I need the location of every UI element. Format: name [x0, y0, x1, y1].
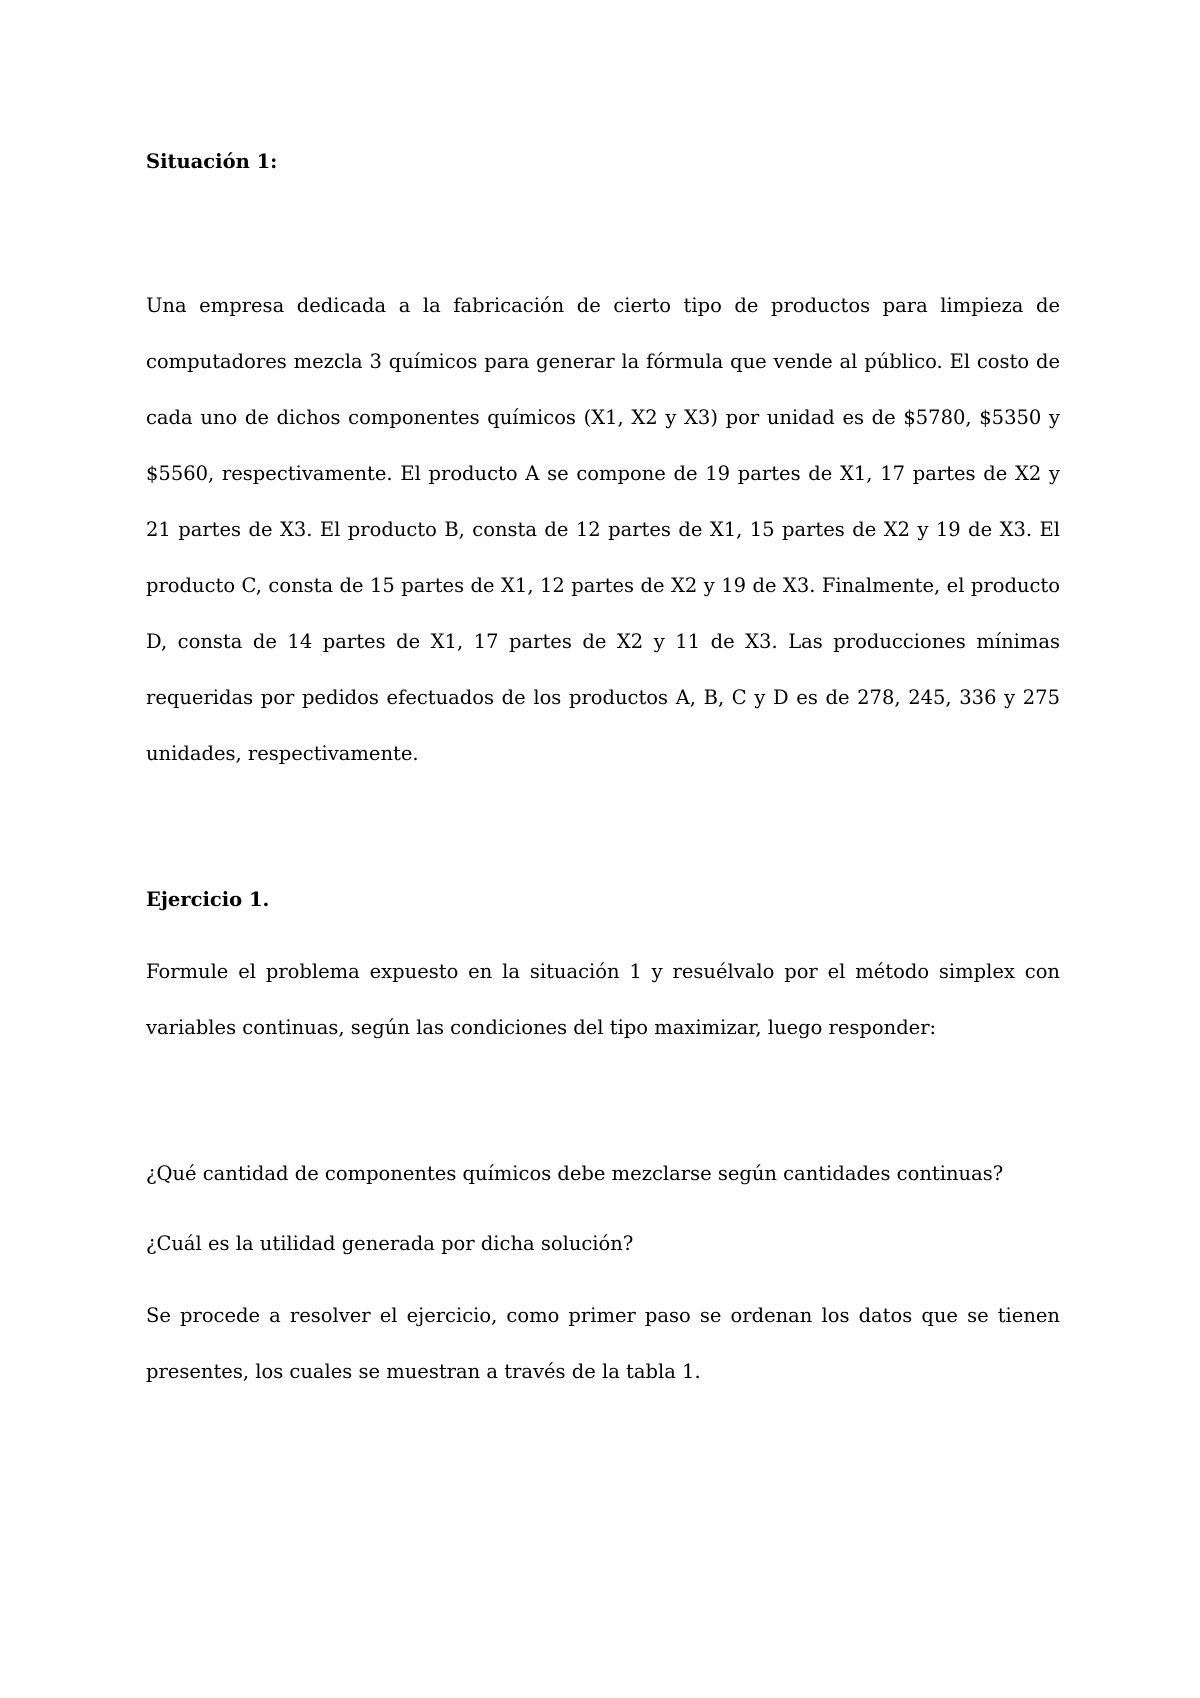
exercise-paragraph: Formule el problema expuesto en la situación 1 y resuélvalo por el método simplex con variables continuas, según las condiciones del tipo maximizar, luego responder:: [146, 960, 1060, 1039]
question-quantity: ¿Qué cantidad de componentes químicos debe mezclarse según cantidades continuas?: [146, 1162, 1004, 1185]
exercise-heading: Ejercicio 1.: [146, 888, 270, 911]
situation-heading: Situación 1:: [146, 150, 278, 173]
procedure-paragraph: Se procede a resolver el ejercicio, como primer paso se ordenan los datos que se tienen presentes, los cuales se muestran a través de la tabla 1.: [146, 1304, 1060, 1383]
situation-paragraph: Una empresa dedicada a la fabricación de cierto tipo de productos para limpieza de computadores mezcla 3 químicos para generar la fórmula que vende al público. El costo de cada uno de dichos componentes químicos (X1, X2 y X3) por unidad es de $5780, $5350 y $5560, respectivamente. El producto A se compone de 19 partes de X1, 17 partes de X2 y 21 partes de X3. El producto B, consta de 12 partes de X1, 15 partes de X2 y 19 de X3. El producto C, consta de 15 partes de X1, 12 partes de X2 y 19 de X3. Finalmente, el producto D, consta de 14 partes de X1, 17 partes de X2 y 11 de X3. Las producciones mínimas requeridas por pedidos efectuados de los productos A, B, C y D es de 278, 245, 336 y 275 unidades, respectivamente.: [146, 294, 1060, 765]
question-utility: ¿Cuál es la utilidad generada por dicha solución?: [146, 1232, 634, 1255]
